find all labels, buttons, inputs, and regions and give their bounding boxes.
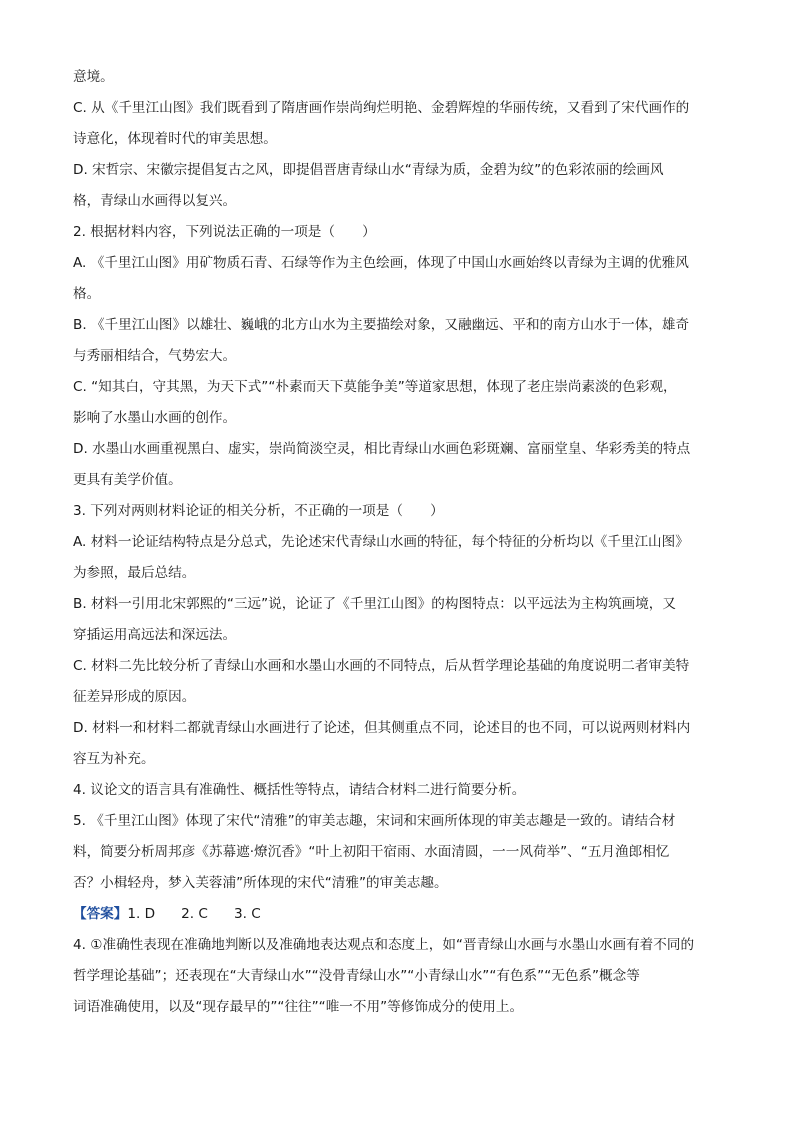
document-page xyxy=(73,62,721,1023)
q2-option-c-line2: 影响了水墨山水画的创作。 xyxy=(73,410,237,426)
q3-option-d-line1: D. 材料一和材料二都就青绿山水画进行了论述，但其侧重点不同，论述目的也不同，可以说两则材料内 xyxy=(73,720,691,736)
answer-q4-line3: 词语准确使用，以及“现存最早的”“往往”“唯一不用”等修饰成分的使用上。 xyxy=(73,999,524,1015)
q4-stem: 4. 议论文的语言具有准确性、概括性等特点，请结合材料二进行简要分析。 xyxy=(73,782,526,798)
q1-option-c-line1: C. 从《千里江山图》我们既看到了隋唐画作崇尚绚烂明艳、金碧辉煌的华丽传统，又看到了宋代画作的 xyxy=(73,100,690,116)
q1-option-d-line1: D. 宋哲宗、宋徽宗提倡复古之风，即提倡晋唐青绿山水“青绿为质，金碧为纹”的色彩浓丽的绘画风 xyxy=(73,162,664,178)
q2-option-a-line1: A. 《千里江山图》用矿物质石青、石绿等作为主色绘画，体现了中国山水画始终以青绿为主调的优雅风 xyxy=(73,255,689,271)
q3-option-b-line1: B. 材料一引用北宋郭熙的“三远”说，论证了《千里江山图》的构图特点：以平远法为主构筑画境，又 xyxy=(73,596,676,612)
q3-option-a-line2: 为参照，最后总结。 xyxy=(73,565,196,581)
q5-line1: 5. 《千里江山图》体现了宋代“清雅”的审美志趣，宋词和宋画所体现的审美志趣是一致的。请结合材 xyxy=(73,813,676,829)
answer-summary xyxy=(73,899,721,930)
answer-tag: 【答案】 xyxy=(73,906,128,922)
answer-q4-line2: 哲学理论基础”；还表现在“大青绿山水”“没骨青绿山水”“小青绿山水”“有色系”“无色系”概念等 xyxy=(73,968,640,984)
answer-1: 1. D xyxy=(127,906,156,922)
q2-option-a-line2: 格。 xyxy=(73,286,101,302)
q3-option-b-line2: 穿插运用高远法和深远法。 xyxy=(73,627,237,643)
q3-option-d-line2: 容互为补充。 xyxy=(73,751,155,767)
q3-option-c-line2: 征差异形成的原因。 xyxy=(73,689,196,705)
q2-stem: 2. 根据材料内容，下列说法正确的一项是（ ） xyxy=(73,224,376,240)
q1-option-d-line2: 格，青绿山水画得以复兴。 xyxy=(73,193,237,209)
q5-line3: 否？小楫轻舟，梦入芙蓉浦”所体现的宋代“清雅”的审美志趣。 xyxy=(73,875,448,891)
answer-q4-line1: 4. ①准确性表现在准确地判断以及准确地表达观点和态度上，如“晋青绿山水画与水墨山水画有着不同的 xyxy=(73,937,695,953)
q2-option-c-line1: C. “知其白，守其黑，为天下式”“朴素而天下莫能争美”等道家思想，体现了老庄崇尚素淡的色彩观， xyxy=(73,379,677,395)
q1-a-line2: 意境。 xyxy=(73,69,114,85)
q3-option-a-line1: A. 材料一论证结构特点是分总式，先论述宋代青绿山水画的特征，每个特征的分析均以《千里江山图》 xyxy=(73,534,689,550)
q5-line2: 料，简要分析周邦彦《苏幕遮·燎沉香》“叶上初阳干宿雨、水面清圆，一一风荷举”、“五月渔郎相忆 xyxy=(73,844,670,860)
q2-option-b-line2: 与秀丽相结合，气势宏大。 xyxy=(73,348,237,364)
answer-2: 2. C xyxy=(181,906,208,922)
q3-option-c-line1: C. 材料二先比较分析了青绿山水画和水墨山水画的不同特点，后从哲学理论基础的角度说明二者审美特 xyxy=(73,658,690,674)
q3-stem: 3. 下列对两则材料论证的相关分析，不正确的一项是（ ） xyxy=(73,503,444,519)
q1-option-c-line2: 诗意化，体现着时代的审美思想。 xyxy=(73,131,277,147)
q2-option-d-line2: 更具有美学价值。 xyxy=(73,472,182,488)
answer-3: 3. C xyxy=(233,906,261,922)
q2-option-b-line1: B. 《千里江山图》以雄壮、巍峨的北方山水为主要描绘对象，又融幽远、平和的南方山水于一体，雄奇 xyxy=(73,317,690,333)
q2-option-d-line1: D. 水墨山水画重视黑白、虚实，崇尚简淡空灵，相比青绿山水画色彩斑斓、富丽堂皇、华彩秀美的特点 xyxy=(73,441,691,457)
